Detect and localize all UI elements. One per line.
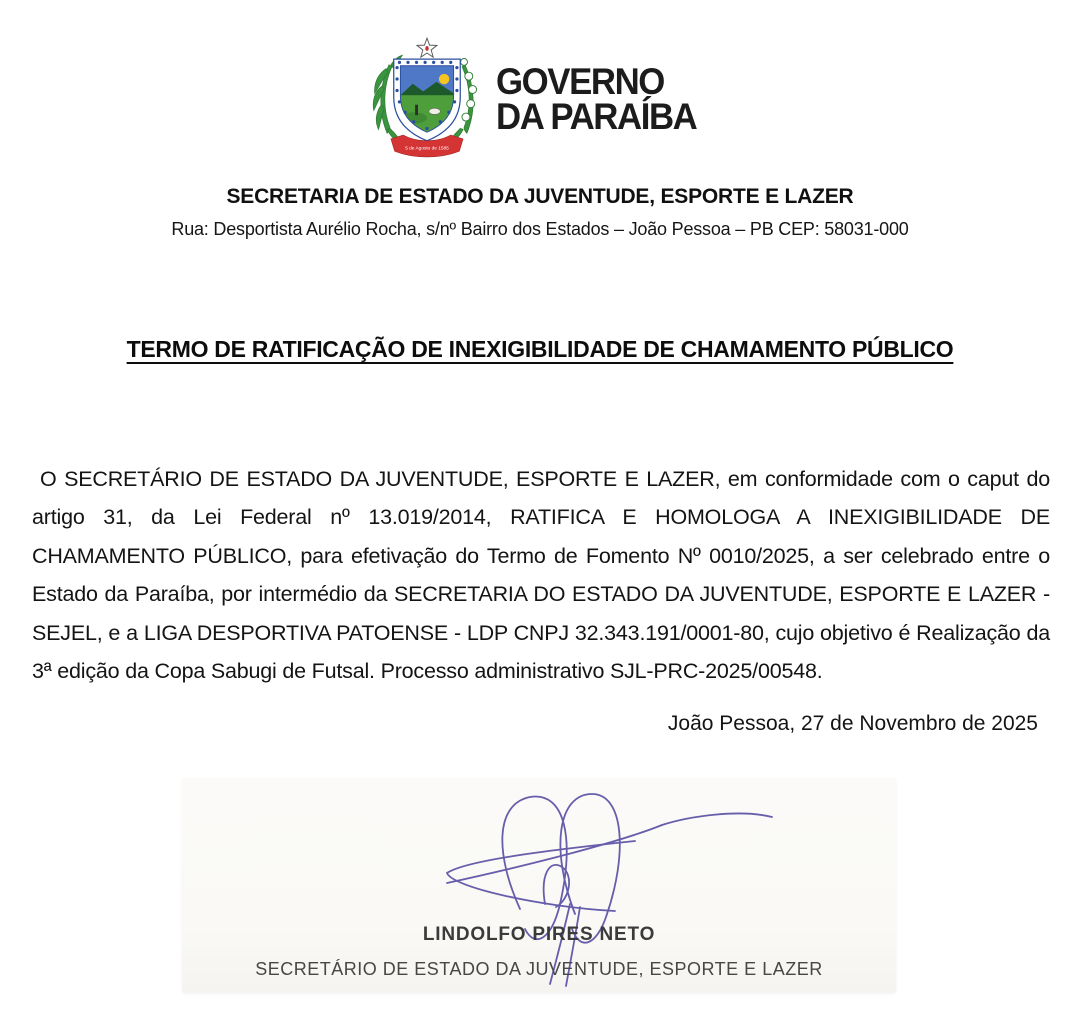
logo-line2: DA PARAÍBA	[496, 96, 697, 137]
document-title-text: TERMO DE RATIFICAÇÃO DE INEXIGIBILIDADE DE CHAMAMENTO PÚBLICO	[126, 336, 954, 362]
document-body: O SECRETÁRIO DE ESTADO DA JUVENTUDE, ESPORTE E LAZER, em conformidade com o caput do artigo 31, da Lei Federal nº 13.019/2014, RATIFICA E HOMOLOGA A INEXIGIBILIDADE DE CHAMAMENTO PÚBLICO, para efetivação do Termo de Fomento Nº 0010/2025, a ser celebrado entre o Estado da Paraíba, por intermédio da SECRETARIA DO ESTADO DA JUVENTUDE, ESPORTE E LAZER - SEJEL, e a LIGA DESPORTIVA PATOENSE - LDP CNPJ 32.343.191/0001-80, cujo objetivo é Realização da 3ª edição da Copa Sabugi de Futsal. Processo administrativo SJL-PRC-2025/00548.	[32, 466, 1050, 684]
secretariat-address: Rua: Desportista Aurélio Rocha, s/nº Bairro dos Estados – João Pessoa – PB CEP: 58031-000	[171, 219, 909, 239]
document-title	[0, 336, 1080, 363]
logo-wordmark	[496, 60, 697, 137]
secretariat-name: SECRETARIA DE ESTADO DA JUVENTUDE, ESPORTE E LAZER	[226, 185, 854, 208]
paraiba-coat-of-arms-icon	[370, 36, 484, 162]
logo-line1: GOVERNO	[496, 60, 665, 102]
signer-name: LINDOLFO PIRES NETO	[422, 924, 656, 945]
signature-block	[182, 778, 896, 992]
crest-star-icon	[417, 38, 437, 57]
government-logo	[0, 36, 1080, 162]
dateline: João Pessoa, 27 de Novembro de 2025	[667, 712, 1038, 735]
signer-role: SECRETÁRIO DE ESTADO DA JUVENTUDE, ESPORTE E LAZER	[255, 959, 823, 979]
ribbon-text: 5 de Agosto de 1585	[405, 146, 450, 152]
